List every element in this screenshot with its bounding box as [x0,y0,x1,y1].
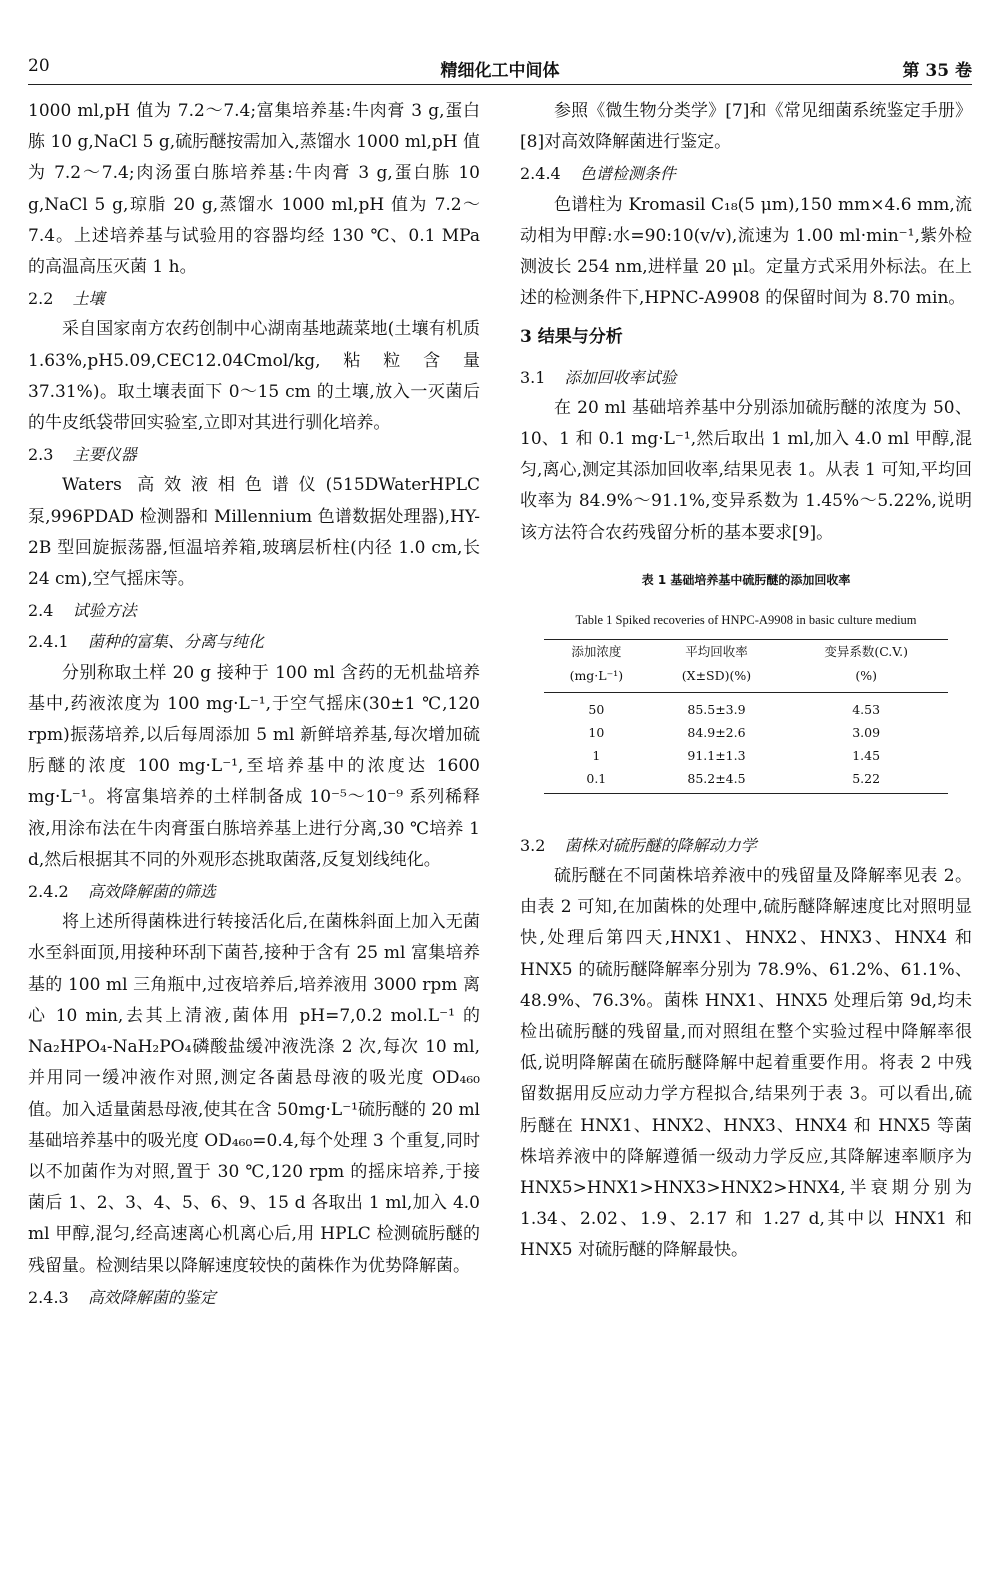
section-number: 2.4 [28,601,54,621]
section-title: 添加回收率试验 [564,367,677,387]
section-heading [28,626,480,657]
section-heading [28,439,480,470]
right-column-bottom [520,830,972,1267]
section-title: 主要仪器 [72,445,137,465]
section-heading [28,595,480,626]
major-heading: 3 结果与分析 [520,327,623,348]
table-cell: 5.22 [784,767,948,794]
section-heading [28,283,480,314]
table-header-unit: (%) [784,664,948,693]
section-heading [520,830,972,861]
page-number: 20 [28,56,50,76]
section-number: 2.4.1 [28,632,69,652]
table-cell: 50 [588,701,605,717]
section-title: 菌株对硫肟醚的降解动力学 [564,835,757,855]
table-cell: 1.45 [852,747,881,763]
table-header-cell: 变异系数(C.V.) [784,639,948,664]
body-paragraph: Waters 高效液相色谱仪(515DWaterHPLC 泵,996PDAD 检测器和 Millennium 色谱数据处理器),HY-2B 型回旋振荡器,恒温培养箱,玻璃层析柱(内径 1.0 cm,长 24 cm),空气摇床等。 [28,475,480,590]
right-column-top [520,96,972,549]
body-paragraph: 分别称取土样 20 g 接种于 100 ml 含药的无机盐培养基中,药液浓度为 100 mg·L⁻¹,于空气摇床(30±1 ℃,120 rpm)振荡培养,以后每周添加 5 ml 新鲜培养基,每次增加硫肟醚的浓度 100 mg·L⁻¹,至培养基中的浓度达 1600 mg·L⁻¹。将富集培养的土样制备成 10⁻⁵～10⁻⁹ 系列稀释液,用涂布法在牛肉膏蛋白胨培养基上进行分离,30 ℃培养 1 d,然后根据其不同的外观形态挑取菌落,反复划线纯化。 [28,662,480,870]
table-cell: 84.9±2.6 [687,724,746,740]
table-cell: 91.1±1.3 [687,747,746,763]
body-paragraph: 将上述所得菌株进行转接活化后,在菌株斜面上加入无菌水至斜面顶,用接种环刮下菌苔,接种于含有 25 ml 富集培养基的 100 ml 三角瓶中,过夜培养后,培养液用 3000 rpm 离心 10 min,去其上清液,菌体用 pH=7,0.2 mol.L⁻¹ 的 Na₂HPO₄-NaH₂PO₄磷酸盐缓冲液洗涤 2 次,每次 10 ml,并用同一缓冲液作对照,测定各菌悬母液的吸光度 OD₄₆₀ 值。加入适量菌悬母液,使其在含 50mg·L⁻¹硫肟醚的 20 ml 基础培养基中的吸光度 OD₄₆₀=0.4,每个处理 3 个重复,同时以不加菌作为对照,置于 30 ℃,120 rpm 的摇床培养,于接菌后 1、2、3、4、5、6、9、15 d 各取出 1 ml,加入 4.0 ml 甲醇,混匀,经高速离心机离心后,用 HPLC 检测硫肟醚的残留量。检测结果以降解速度较快的菌株作为优势降解菌。 [28,912,480,1276]
running-header [28,56,972,84]
section-title: 土壤 [72,289,105,309]
table-header-unit: (mg·L⁻¹) [544,664,649,693]
section-number: 2.3 [28,445,54,465]
left-column [28,96,480,1313]
table-row [544,692,948,721]
section-number: 2.4.4 [520,164,561,184]
right-column [520,96,972,1267]
section-heading [28,1282,480,1313]
section-number: 2.2 [28,289,54,309]
table-header-cell: 添加浓度 [544,639,649,664]
table-row [544,767,948,794]
volume-label: 第 35 卷 [902,61,972,81]
section-number: 2.4.3 [28,1287,69,1307]
body-paragraph: 在 20 ml 基础培养基中分别添加硫肟醚的浓度为 50、10、1 和 0.1 mg·L⁻¹,然后取出 1 ml,加入 4.0 ml 甲醇,混匀,离心,测定其添加回收率,结果见表 1。从表 1 可知,平均回收率为 84.9%～91.1%,变异系数为 1.45%～5.22%,说明该方法符合农药残留分析的基本要求[9]。 [520,397,972,543]
body-paragraph: 采自国家南方农药创制中心湖南基地蔬菜地(土壤有机质 1.63%,pH5.09,CEC12.04Cmol/kg,粘粒含量 37.31%)。取土壤表面下 0～15 cm 的土壤,放入一灭菌后的牛皮纸袋带回实验室,立即对其进行驯化培养。 [28,319,480,434]
recovery-table [544,639,948,794]
table-header-unit: (X±SD)(%) [649,664,785,693]
table-cell: 85.5±3.9 [687,701,746,717]
section-heading [520,158,972,189]
section-title: 色谱检测条件 [579,164,676,184]
section-title: 高效降解菌的鉴定 [87,1287,216,1307]
body-paragraph: 硫肟醚在不同菌株培养液中的残留量及降解率见表 2。由表 2 可知,在加菌株的处理中,硫肟醚降解速度比对照明显快,处理后第四天,HNX1、HNX2、HNX3、HNX4 和 HNX5 的硫肟醚降解率分别为 78.9%、61.2%、61.1%、48.9%、76.3%。菌株 HNX1、HNX5 处理后第 9d,均未检出硫肟醚的残留量,而对照组在整个实验过程中降解率很低,说明降解菌在硫肟醚降解中起着重要作用。将表 2 中残留数据用反应动力学方程拟合,结果列于表 3。可以看出,硫肟醚在 HNX1、HNX2、HNX3、HNX4 和 HNX5 等菌株培养液中的降解遵循一级动力学反应,其降解速率顺序为 HNX5>HNX1>HNX3>HNX2>HNX4,半衰期分别为 1.34、2.02、1.9、2.17 和 1.27 d,其中以 HNX1 和 HNX5 对硫肟醚的降解最快。 [520,866,972,1261]
body-paragraph: 1000 ml,pH 值为 7.2～7.4;富集培养基:牛肉膏 3 g,蛋白胨 10 g,NaCl 5 g,硫肟醚按需加入,蒸馏水 1000 ml,pH 值为 7.2～7.4;肉汤蛋白胨培养基:牛肉膏 3 g,蛋白胨 10 g,NaCl 5 g,琼脂 20 g,蒸馏水 1000 ml,pH 值为 7.2～7.4。上述培养基与试验用的容器均经 130 ℃、0.1 MPa 的高温高压灭菌 1 h。 [28,101,480,278]
section-title: 试验方法 [72,601,137,621]
section-number: 3.2 [520,835,546,855]
section-number: 3.1 [520,367,546,387]
section-title: 菌种的富集、分离与纯化 [87,632,264,652]
table-caption-cn: 表 1 基础培养基中硫肟醚的添加回收率 [641,572,851,587]
table-cell: 10 [588,724,605,740]
table-row [544,721,948,744]
section-number: 2.4.2 [28,882,69,902]
table-cell: 3.09 [852,724,881,740]
body-paragraph: 参照《微生物分类学》[7]和《常见细菌系统鉴定手册》[8]对高效降解菌进行鉴定。 [520,101,972,153]
section-heading [520,362,972,393]
section-heading [28,876,480,907]
table-row [544,744,948,767]
journal-title: 精细化工中间体 [440,61,560,81]
table-header-cell: 平均回收率 [649,639,785,664]
body-paragraph: 色谱柱为 Kromasil C₁₈(5 μm),150 mm×4.6 mm,流动相为甲醇:水=90:10(v/v),流速为 1.00 ml·min⁻¹,紫外检测波长 254 nm,进样量 20 μl。定量方式采用外标法。在上述的检测条件下,HPNC-A9908 的保留时间为 8.70 min。 [520,194,972,309]
header-rule [28,84,972,85]
table-cell: 4.53 [852,701,881,717]
table-cell: 1 [592,747,601,763]
table-cell: 85.2±4.5 [649,767,785,794]
table-cell: 0.1 [544,767,649,794]
table-caption-en: Table 1 Spiked recoveries of HNPC-A9908 in basic culture medium [575,612,917,627]
section-title: 高效降解菌的筛选 [87,882,216,902]
